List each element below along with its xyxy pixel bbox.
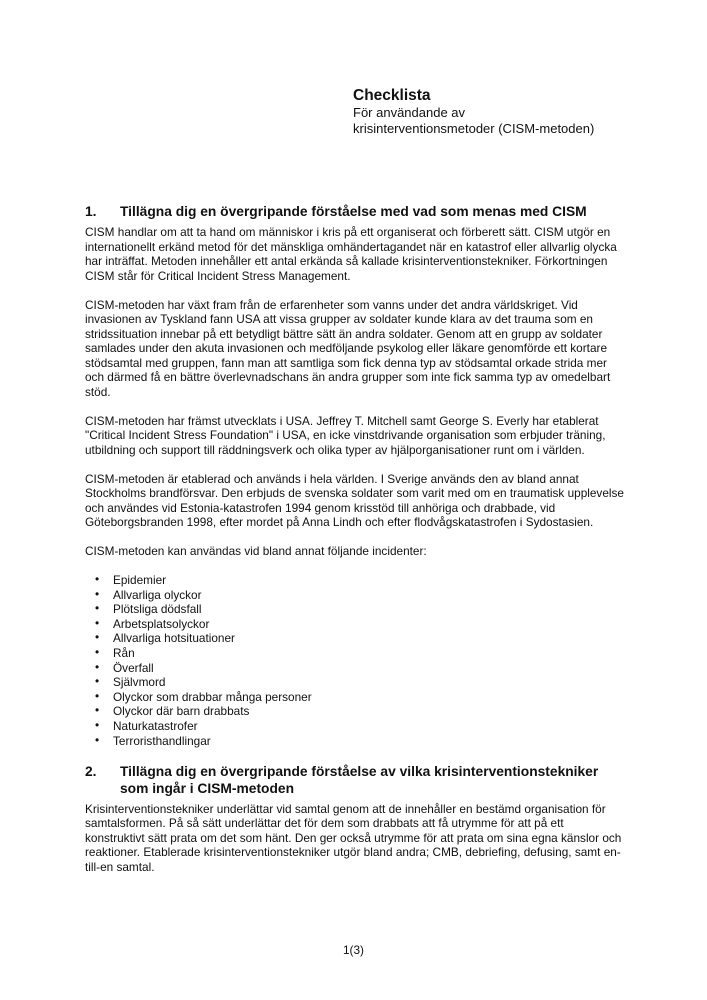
- list-item: • Olyckor som drabbar många personer: [85, 690, 626, 705]
- list-item: • Rån: [85, 646, 626, 661]
- list-item: • Terroristhandlingar: [85, 734, 626, 749]
- incident-list: [85, 573, 626, 748]
- document-subtitle-line2: krisinterventionsmetoder (CISM-metoden): [353, 120, 595, 136]
- paragraph: CISM-metoden har växt fram från de erfarenheter som vanns under det andra världskriget. Vid invasionen av Tyskland fann USA att vissa grupper av soldater kunde klara av det trauma som en stridssituation innebar på ett betydligt bättre sätt än andra soldater. Genom att en grupp av soldater samlades under den akuta invasionen och medföljande psykolog eller läkare genomförde ett kortare stödsamtal med gruppen, fann man att samtliga som fick denna typ av stödsamtal orkade strida mer och därmed få en bättre överlevnadschans än andra grupper som inte fick samma typ av omedelbart stöd.: [85, 297, 611, 399]
- paragraph: CISM handlar om att ta hand om människor i kris på ett organiserat och förberett sätt. CISM utgör en internationellt erkänd metod för det mänskliga omhändertagandet när en katastrof eller allvarlig olycka har inträffat. Metoden innehåller ett antal erkända så kallade krisinterventionstekniker. Förkortningen CISM står för Critical Incident Stress Management.: [85, 225, 617, 283]
- list-item: • Epidemier: [85, 573, 626, 588]
- paragraph: CISM-metoden kan användas vid bland annat följande incidenter:: [85, 544, 427, 558]
- list-item: • Naturkatastrofer: [85, 719, 626, 734]
- section-2-number: 2.: [85, 763, 97, 779]
- list-item: • Arbetsplatsolyckor: [85, 617, 626, 632]
- section-1: [85, 203, 626, 748]
- paragraph: CISM-metoden är etablerad och används i hela världen. I Sverige används den av bland annat Stockholms brandförsvar. Den erbjuds de svenska soldater som varit med om en traumatisk upplevelse och användes vid Estonia-katastrofen 1994 genom krisstöd till anhöriga och drabbade, vid Göteborgsbranden 1998, efter mordet på Anna Lindh och efter flodvågskatastrofen i Sydostasien.: [85, 471, 624, 529]
- paragraph: CISM-metoden har främst utvecklats i USA. Jeffrey T. Mitchell samt George S. Everly har etablerat "Critical Incident Stress Foundation" i USA, en icke vinstdrivande organisation som erbjuder träning, utbildning och support till räddningsverk och olika typer av hjälporganisationer runt om i världen.: [85, 413, 606, 457]
- document-header: [353, 86, 594, 136]
- page-number: 1(3): [343, 943, 364, 957]
- section-2-title: Tillägna dig en övergripande förståelse av vilka krisinterventionstekniker som ingår i CISM-metoden: [120, 763, 599, 796]
- page-footer: [0, 943, 707, 957]
- section-1-number: 1.: [85, 204, 97, 219]
- paragraph: Krisinterventionstekniker underlättar vid samtal genom att de innehåller en bestämd organisation för samtalsformen. På så sätt underlättar det för dem som drabbats att få utrymme för att på ett konstruktivt sätt prata om det som hänt. Den ger också utrymme för att prata om sina egna känslor och reaktioner. Etablerade krisinterventionstekniker utgör bland andra; CMB, debriefing, defusing, samt en-till-en samtal.: [85, 801, 622, 874]
- section-2-heading: [85, 763, 626, 797]
- section-2: [85, 763, 626, 875]
- list-item: • Allvarliga hotsituationer: [85, 631, 626, 646]
- document-title: Checklista: [353, 87, 431, 104]
- list-item: • Överfall: [85, 661, 626, 676]
- list-item: • Plötsliga dödsfall: [85, 602, 626, 617]
- list-item: • Självmord: [85, 675, 626, 690]
- section-1-title: Tillägna dig en övergripande förståelse med vad som menas med CISM: [120, 204, 587, 219]
- section-1-heading: [85, 203, 626, 220]
- list-item: • Allvarliga olyckor: [85, 588, 626, 603]
- list-item: • Olyckor där barn drabbats: [85, 704, 626, 719]
- document-subtitle-line1: För användande av: [353, 105, 466, 120]
- document-body: [85, 203, 626, 889]
